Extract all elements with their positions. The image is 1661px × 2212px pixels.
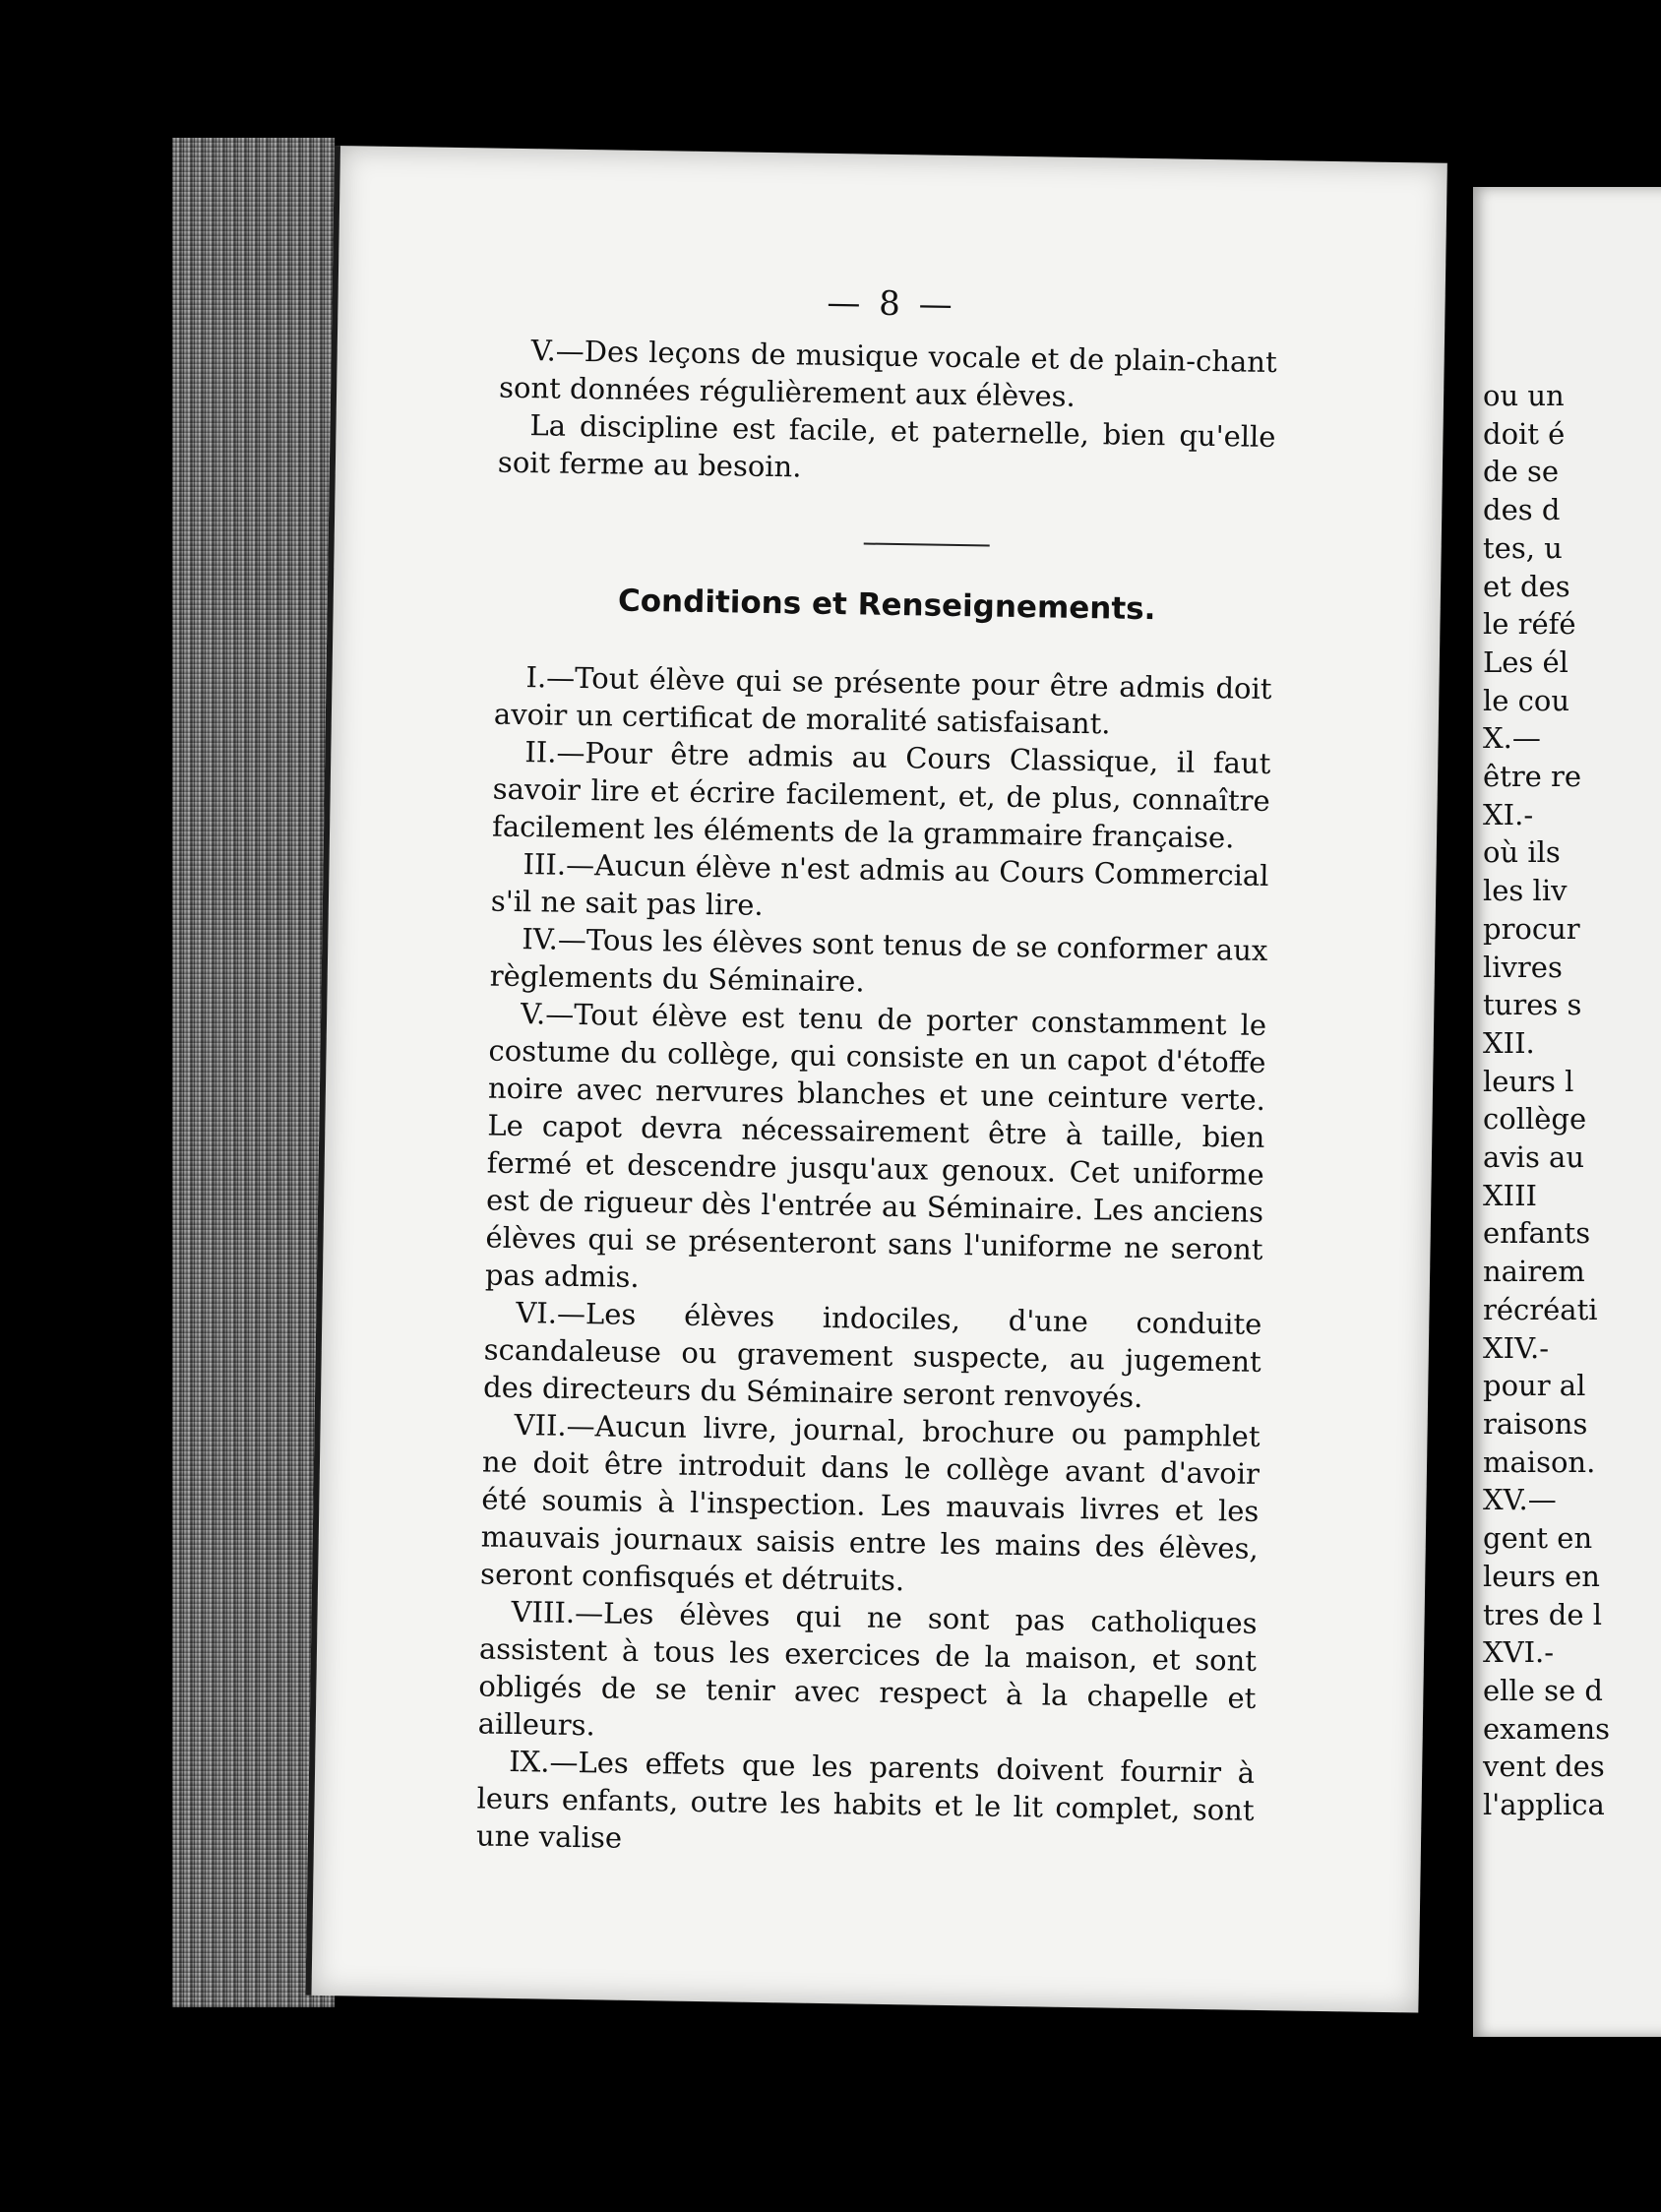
facing-line: maison. [1483,1444,1596,1479]
facing-line: tres de l [1483,1597,1602,1631]
condition-paragraph: I.—Tout élève qui se présente pour être admis doit avoir un certificat de moralité satisfaisant. [493,660,1272,741]
facing-line: les liv [1483,874,1568,908]
facing-line: examens [1483,1711,1611,1746]
facing-line: leurs l [1483,1064,1574,1098]
facing-line: le cou [1483,683,1570,717]
intro-text [498,332,1277,493]
facing-line: procur [1483,911,1580,946]
page-number: — 8 — [827,282,956,325]
facing-line: raisons [1483,1406,1588,1441]
facing-line: doit é [1483,416,1566,451]
condition-paragraph: IX.—Les effets que les parents doivent fournir à leurs enfants, outre les habits et le lit complet, sont une valise [475,1744,1256,1855]
facing-line: X.— [1483,721,1541,756]
facing-line: enfants [1483,1216,1591,1251]
condition-paragraph: VI.—Les élèves indociles, d'une conduite scandaleuse ou gravement suspecte, au jugement des directeurs du Séminaire seront renvoyés. [482,1296,1262,1415]
facing-line: ou un [1483,379,1565,412]
facing-line: XIV.- [1483,1330,1549,1365]
facing-line: XVI.- [1483,1635,1555,1670]
condition-paragraph: II.—Pour être admis au Cours Classique, il faut savoir lire et écrire facilement, et, de plus, connaître facilement les éléments de la grammaire française. [491,735,1271,855]
facing-line: avis au [1483,1140,1585,1175]
book-page [305,146,1446,2013]
condition-paragraph: V.—Tout élève est tenu de porter constamment le costume du collège, qui consiste en un capot d'étoffe noire avec nervures blanches et une ceinture verte. Le capot devra nécessairement être à taille, bien fermé et descendre jusqu'aux genoux. Cet uniforme est de rigueur dès l'entrée au Séminaire. Les anciens élèves qui se présenteront sans l'uniforme ne seront pas admis. [484,997,1267,1295]
facing-line: et des [1483,569,1570,603]
facing-line: elle se d [1483,1673,1603,1707]
facing-line: leurs en [1483,1559,1600,1593]
facing-line: XII. [1483,1025,1535,1060]
section-divider [864,542,990,546]
facing-line: où ils [1483,835,1561,870]
intro-paragraph-2: La discipline est facile, et paternelle, bien qu'elle soit ferme au besoin. [497,408,1276,484]
condition-paragraph: VII.—Aucun livre, journal, brochure ou pamphlet ne doit être introduit dans le collège avant d'avoir été soumis à l'inspection. Les mauvais livres et les mauvais journaux saisis entre les mains des élèves, seront confisqués et détruits. [479,1408,1261,1598]
facing-line: de se [1483,455,1559,489]
facing-page-text [1483,377,1610,1824]
facing-line: des d [1483,493,1561,527]
facing-line: XI.- [1483,797,1534,831]
facing-line: vent des [1483,1750,1605,1784]
facing-line: collège [1483,1102,1587,1137]
facing-line: tures s [1483,988,1582,1022]
facing-page [1473,187,1661,2037]
facing-line: livres [1483,950,1563,984]
condition-paragraph: IV.—Tous les élèves sont tenus de se conformer aux règlements du Séminaire. [489,922,1268,999]
facing-line: tes, u [1483,530,1563,565]
facing-line: pour al [1483,1369,1586,1403]
facing-line: récréati [1483,1292,1598,1326]
facing-line: Les él [1483,645,1569,679]
facing-line: XIII [1483,1178,1538,1212]
condition-paragraph: VIII.—Les élèves qui ne sont pas catholiques assistent à tous les exercices de la maison, et sont obligés de se tenir avec respect à la chapelle et ailleurs. [477,1595,1258,1743]
facing-line: le réfé [1483,607,1576,642]
section-title: Conditions et Renseignements. [617,583,1156,628]
facing-line: être re [1483,760,1582,794]
conditions-list [476,658,1272,1867]
facing-line: gent en [1483,1521,1593,1556]
facing-line: XV.— [1483,1483,1557,1517]
intro-paragraph-1: V.—Des leçons de musique vocale et de plain-chant sont données régulièrement aux élèves. [498,334,1277,413]
condition-paragraph: III.—Aucun élève n'est admis au Cours Commercial s'il ne sait pas lire. [490,847,1269,922]
facing-line: l'applica [1483,1788,1605,1822]
facing-line: nairem [1483,1255,1585,1289]
